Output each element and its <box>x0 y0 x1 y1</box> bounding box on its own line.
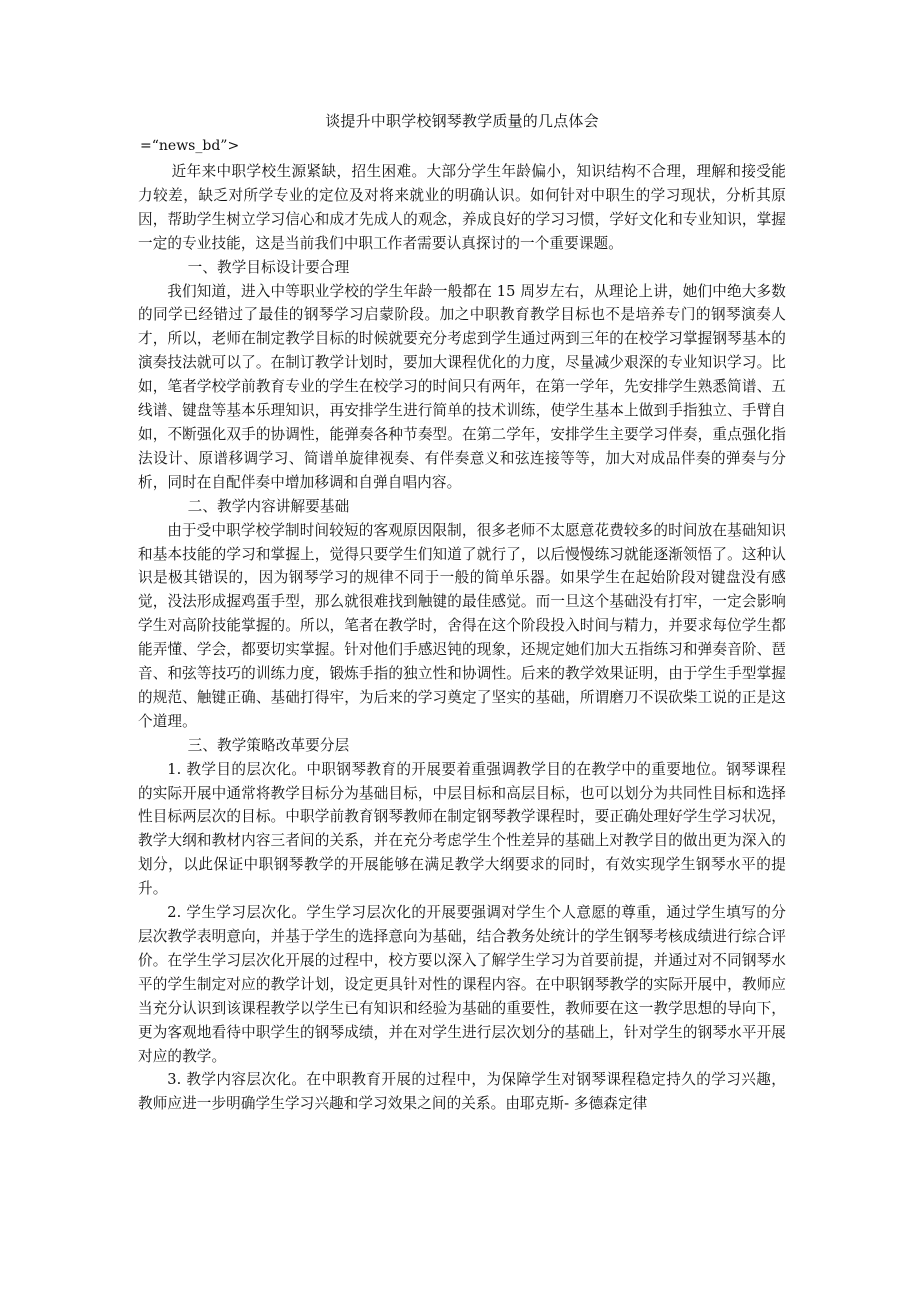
section-2-paragraph: 由于受中职学校学制时间较短的客观原因限制，很多老师不太愿意花费较多的时间放在基础知识和基本技能的学习和掌握上，觉得只要学生们知道了就行了，以后慢慢练习就能逐渐领悟了。这种认识是极其错误的，因为钢琴学习的规律不同于一般的简单乐器。如果学生在起始阶段对键盘没有感觉，没法形成握鸡蛋手型，那么就很难找到触键的最佳感觉。而一旦这个基础没有打牢，一定会影响学生对高阶技能掌握的。所以，笔者在教学时，舍得在这个阶段投入时间与精力，并要求每位学生都能弄懂、学会，都要切实掌握。针对他们手感迟钝的现象，还规定她们加大五指练习和弹奏音阶、琶音、和弦等技巧的训练力度，锻炼手指的独立性和协调性。后来的教学效果证明，由于学生手型掌握的规范、触键正确、基础打得牢，为后来的学习奠定了坚实的基础，所谓磨刀不误砍柴工说的正是这个道理。 <box>138 521 786 730</box>
section-3-item-2: 2. 学生学习层次化。学生学习层次化的开展要强调对学生个人意愿的尊重，通过学生填写的分层次教学表明意向，并基于学生的选择意向为基础，结合教务处统计的学生钢琴考核成绩进行综合评价。在学生学习层次化开展的过程中，校方要以深入了解学生学习为首要前提，并通过对不同钢琴水平的学生制定对应的教学计划，设定更具针对性的课程内容。在中职钢琴教学的实际开展中，教师应当充分认识到该课程教学以学生已有知识和经验为基础的重要性，教师要在这一教学思想的导向下，更为客观地看待中职学生的钢琴成绩，并在对学生进行层次划分的基础上，针对学生的钢琴水平开展对应的教学。 <box>138 904 786 1065</box>
intro-paragraph: 近年来中职学校生源紧缺，招生困难。大部分学生年龄偏小，知识结构不合理，理解和接受能力较差，缺乏对所学专业的定位及对将来就业的明确认识。如何针对中职生的学习现状，分析其原因，帮助学生树立学习信心和成才先成人的观念，养成良好的学习习惯，学好文化和专业知识，掌握一定的专业技能，这是当前我们中职工作者需要认真探讨的一个重要课题。 <box>138 163 786 252</box>
document-page <box>138 110 786 1116</box>
section-3-item-1: 1. 教学目的层次化。中职钢琴教育的开展要着重强调教学目的在教学中的重要地位。钢琴课程的实际开展中通常将教学目标分为基础目标，中层目标和高层目标，也可以划分为共同性目标和选择性目标两层次的目标。中职学前教育钢琴教师在制定钢琴教学课程时，要正确处理好学生学习状况，教学大纲和教材内容三者间的关系，并在充分考虑学生个性差异的基础上对教学目的做出更为深入的划分，以此保证中职钢琴教学的开展能够在满足教学大纲要求的同时，有效实现学生钢琴水平的提升。 <box>138 760 786 898</box>
section-3-item-3: 3. 教学内容层次化。在中职教育开展的过程中，为保障学生对钢琴课程稳定持久的学习兴趣，教师应进一步明确学生学习兴趣和学习效果之间的关系。由耶克斯- 多德森定律 <box>138 1071 786 1113</box>
section-heading-1: 一、教学目标设计要合理 <box>187 258 350 276</box>
section-heading-3: 三、教学策略改革要分层 <box>187 736 350 754</box>
section-heading-2: 二、教学内容讲解要基础 <box>187 497 350 515</box>
document-title: 谈提升中职学校钢琴教学质量的几点体会 <box>325 112 599 130</box>
stray-markup-text: =“news_bd”> <box>140 138 240 154</box>
section-1-paragraph: 我们知道，进入中等职业学校的学生年龄一般都在 15 周岁左右，从理论上讲，她们中绝大多数的同学已经错过了最佳的钢琴学习启蒙阶段。加之中职教育教学目标也不是培养专门的钢琴演奏人才，所以，老师在制定教学目标的时候就要充分考虑到学生通过两到三年的在校学习掌握钢琴基本的演奏技法就可以了。在制订教学计划时，要加大课程优化的力度，尽量减少艰深的专业知识学习。比如，笔者学校学前教育专业的学生在校学习的时间只有两年，在第一学年，先安排学生熟悉简谱、五线谱、键盘等基本乐理知识，再安排学生进行简单的技术训练，使学生基本上做到手指独立、手臂自如，不断强化双手的协调性，能弹奏各种节奏型。在第二学年，安排学生主要学习伴奏，重点强化指法设计、原谱移调学习、简谱单旋律视奏、有伴奏意义和弦连接等等，加大对成品伴奏的弹奏与分析，同时在自配伴奏中增加移调和自弹自唱内容。 <box>138 282 786 491</box>
